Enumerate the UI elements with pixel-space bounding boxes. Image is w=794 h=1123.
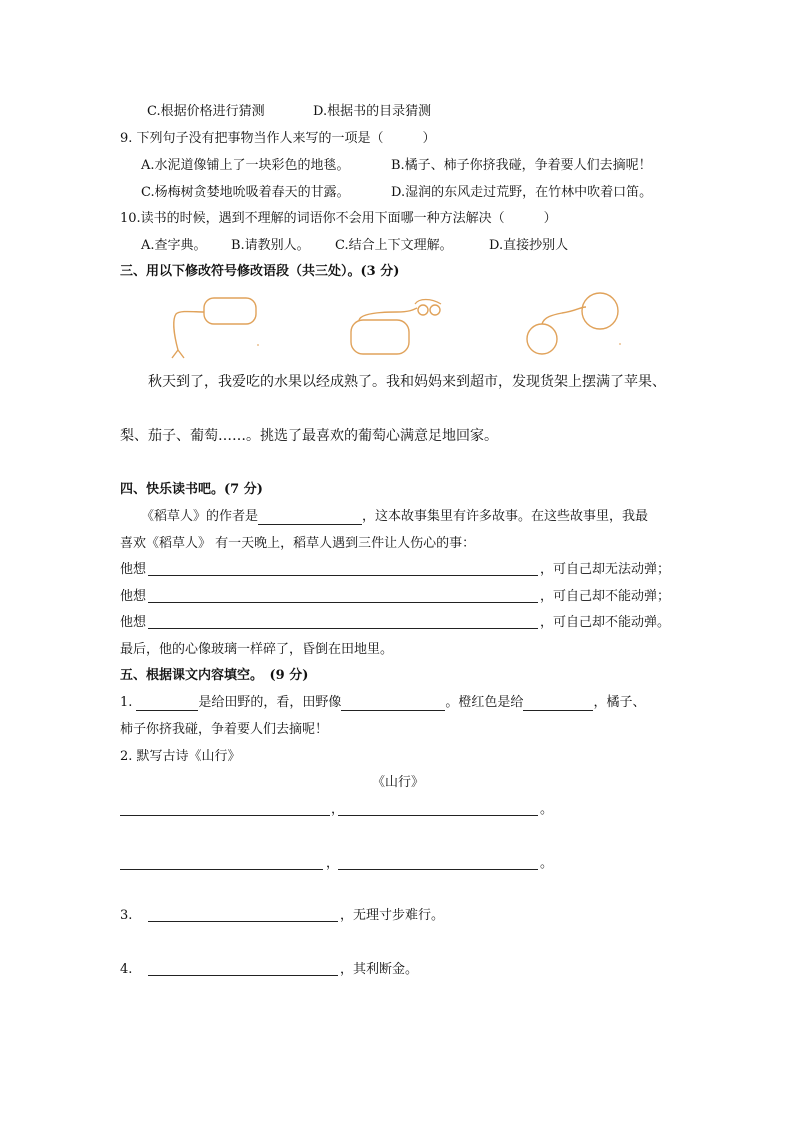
poem-blank-4[interactable] xyxy=(338,869,538,870)
section3-paragraph-line1: 秋天到了，我爱吃的水果以经成熟了。我和妈妈来到超市，发现货架上摆满了苹果、 xyxy=(148,374,666,390)
q10-stem: 10.读书的时候，遇到不理解的词语你不会用下面哪一种方法解决（ ） xyxy=(120,211,557,226)
q1-text-a: 是给田野的，看，田野像 xyxy=(198,695,342,710)
q4-text: ，其利断金。 xyxy=(340,962,419,977)
section4-line1 xyxy=(141,509,648,525)
poem-period-2: 。 xyxy=(540,856,554,871)
q1-blank-3[interactable] xyxy=(523,697,593,711)
section5-title: 五、根据课文内容填空。 (9 分) xyxy=(120,668,309,683)
q3-text: ，无理寸步难行。 xyxy=(340,908,445,923)
section5-q2-label: 2. 默写古诗《山行》 xyxy=(120,749,241,764)
poem-blank-2[interactable] xyxy=(338,815,538,816)
q3-number: 3. xyxy=(120,908,133,923)
answer-blank-1[interactable] xyxy=(148,575,538,576)
delete-mark-icon xyxy=(345,292,450,360)
q1-text-b: 。橙红色是给 xyxy=(445,695,524,710)
section5-q1-line2: 柿子你挤我碰，争着要人们去摘呢！ xyxy=(120,722,329,737)
poem-blank-3[interactable] xyxy=(120,869,323,870)
q1-blank-2[interactable] xyxy=(341,697,445,711)
q8-option-d: D.根据书的目录猜测 xyxy=(313,104,432,119)
he-thought-1: 他想 xyxy=(120,562,147,577)
author-blank[interactable] xyxy=(258,511,362,525)
poem-period-1: 。 xyxy=(540,802,554,817)
poem-blank-1[interactable] xyxy=(120,815,330,816)
q10-option-a: A.查字典。 xyxy=(141,238,207,253)
q10-option-b: B.请教别人。 xyxy=(231,238,310,253)
section4-line2: 喜欢《稻草人》 有一天晚上，稻草人遇到三件让人伤心的事： xyxy=(120,536,476,551)
q9-option-a: A.水泥道像铺上了一块彩色的地毯。 xyxy=(141,158,350,173)
q9-option-c: C.杨梅树贪婪地吮吸着春天的甘露。 xyxy=(141,185,350,200)
poem-comma-1: ， xyxy=(331,802,345,817)
he-thought-2: 他想 xyxy=(120,589,147,604)
he-thought-3: 他想 xyxy=(120,615,147,630)
he-thought-end-1: ，可自己却无法动弹； xyxy=(540,562,671,577)
line1-continuation: ，这本故事集里有许多故事。在这些故事里，我最 xyxy=(362,509,649,524)
answer-blank-3[interactable] xyxy=(148,628,538,629)
author-prompt: 《稻草人》的作者是 xyxy=(141,509,259,524)
section3-paragraph-line2: 梨、茄子、葡萄……。挑选了最喜欢的葡萄心满意足地回家。 xyxy=(120,428,498,444)
q1-text-c: ，橘子、 xyxy=(593,695,646,710)
poem-comma-2: ， xyxy=(326,856,340,871)
q10-option-c: C.结合上下文理解。 xyxy=(335,238,453,253)
section5-q1-line1 xyxy=(120,695,645,711)
q8-option-c: C.根据价格进行猜测 xyxy=(147,104,265,119)
q9-stem: 9. 下列句子没有把事物当作人来写的一项是（ ） xyxy=(120,131,436,146)
section3-title: 三、用以下修改符号修改语段（共三处）。(3 分) xyxy=(120,264,400,279)
q4-blank[interactable] xyxy=(148,975,338,976)
q10-option-d: D.直接抄别人 xyxy=(489,238,569,253)
q9-option-b: B.橘子、柿子你挤我碰，争着要人们去摘呢！ xyxy=(391,158,652,173)
q1-number: 1. xyxy=(120,695,133,710)
section4-title: 四、快乐读书吧。(7 分) xyxy=(120,482,263,497)
he-thought-end-3: ，可自己却不能动弹。 xyxy=(540,615,671,630)
insertion-mark-icon xyxy=(160,290,270,360)
q9-option-d: D.湿润的东风走过荒野，在竹林中吹着口笛。 xyxy=(391,185,653,200)
q1-blank-1[interactable] xyxy=(136,697,198,711)
replace-mark-icon xyxy=(520,287,630,362)
section4-last-line: 最后，他的心像玻璃一样碎了，昏倒在田地里。 xyxy=(120,642,394,657)
q3-blank[interactable] xyxy=(148,921,338,922)
he-thought-end-2: ，可自己却不能动弹； xyxy=(540,589,671,604)
poem-title: 《山行》 xyxy=(372,775,425,790)
q4-number: 4. xyxy=(120,962,133,977)
answer-blank-2[interactable] xyxy=(148,602,538,603)
